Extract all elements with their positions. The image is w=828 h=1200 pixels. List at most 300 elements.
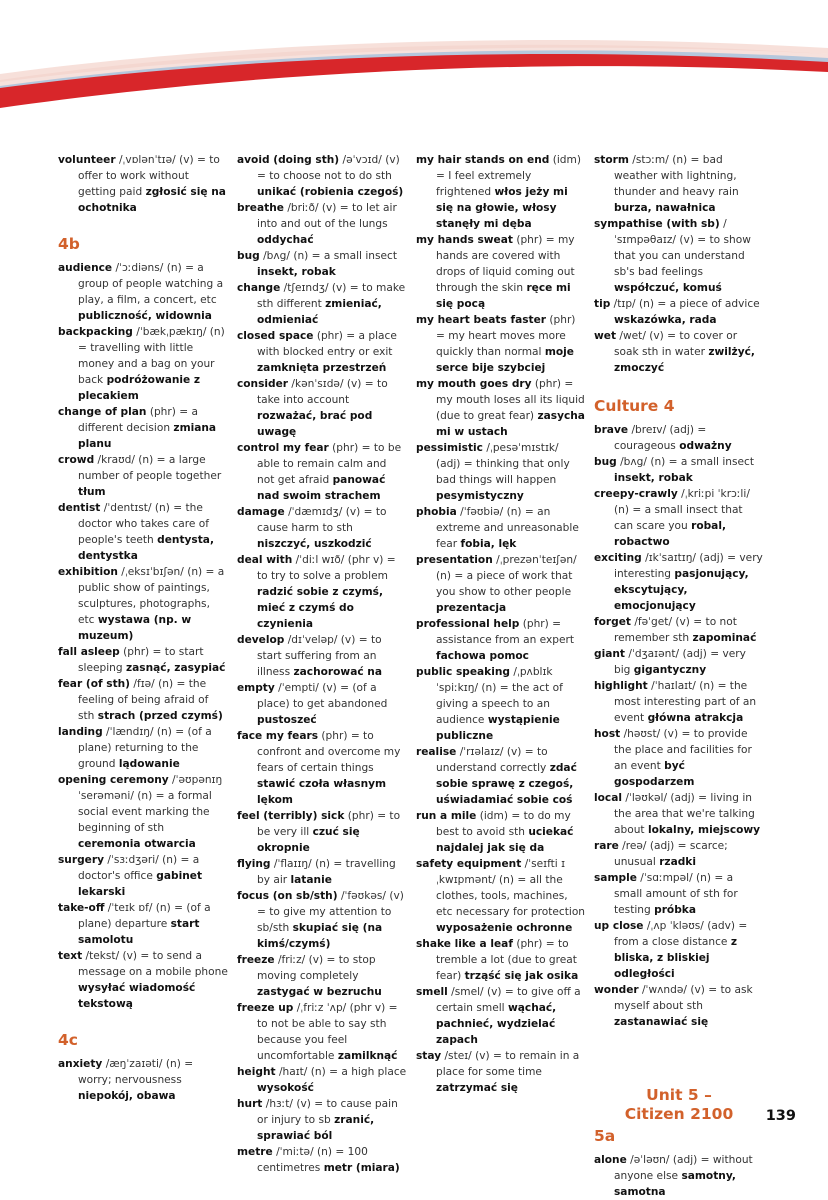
entry-translation: próbka — [654, 904, 696, 916]
section-heading: Culture 4 — [594, 397, 675, 415]
entry-definition: (adv) = from a close distance — [614, 920, 748, 948]
entry-phonetic: /tʃeɪndʒ/ — [283, 282, 329, 294]
glossary-entry — [594, 1152, 764, 1200]
entry-phonetic: /smel/ — [451, 986, 484, 998]
entry-translation: skupiać się (na kimś/czymś) — [257, 922, 383, 950]
entry-headword: wet — [594, 330, 617, 342]
entry-headword: take-off — [58, 902, 105, 914]
entry-definition: (n) = a doctor's office — [78, 854, 200, 882]
entry-phonetic: /tɪp/ — [613, 298, 636, 310]
entry-phonetic: /tekst/ — [85, 950, 120, 962]
entry-definition: (adj) = without anyone else — [614, 1154, 753, 1182]
entry-phonetic: /breɪv/ — [631, 424, 667, 436]
entry-phonetic: /æŋˈzaɪəti/ — [105, 1058, 163, 1070]
entry-translation: panować nad swoim strachem — [257, 474, 386, 502]
entry-definition: (v) = to give off a certain smell — [436, 986, 581, 1014]
entry-definition: (adj) = very interesting — [614, 552, 763, 580]
entry-headword: my heart beats faster — [416, 314, 546, 326]
entry-phonetic: /ˈlændɪŋ/ — [106, 726, 154, 738]
entry-definition: (v) = to make sth different — [257, 282, 406, 310]
glossary-entry — [237, 1096, 407, 1144]
glossary-entry — [58, 724, 228, 772]
entry-phonetic: /dɪˈveləp/ — [287, 634, 338, 646]
entry-translation: metr (miara) — [323, 1162, 400, 1174]
entry-translation: unikać (robienia czegoś) — [257, 186, 404, 198]
glossary-entry — [416, 1048, 586, 1096]
entry-headword: run a mile — [416, 810, 477, 822]
entry-definition: (n) = (of a plane) departure — [78, 902, 211, 930]
entry-phonetic: /ˌpʌblɪk ˈspiːkɪŋ/ — [436, 666, 553, 694]
entry-translation: lądowanie — [118, 758, 180, 770]
entry-definition: (phr v) = to not be able to say sth because you feel uncomfortable — [257, 1002, 398, 1062]
entry-definition: (adj) = living in the area that we're talking about — [614, 792, 755, 836]
entry-definition: (n) = (of a plane) returning to the ground — [78, 726, 212, 770]
entry-translation: ręce mi się pocą — [436, 282, 571, 310]
entry-headword: presentation — [416, 554, 493, 566]
entry-definition: (n) = all the clothes, tools, machines, etc necessary for protection — [436, 874, 586, 918]
entry-translation: dentysta, dentystka — [78, 534, 214, 562]
glossary-entry — [237, 728, 407, 808]
entry-headword: host — [594, 728, 621, 740]
entry-definition: (n) = a group of people watching a play, a film, a concert, etc — [78, 262, 224, 306]
glossary-entry — [58, 852, 228, 900]
entry-definition: (v) = to start suffering from an illness — [257, 634, 382, 678]
entry-headword: smell — [416, 986, 448, 998]
entry-translation: zdać sobie sprawę z czegoś, uświadamiać sobie coś — [436, 762, 577, 806]
entry-translation: zastanawiać się — [614, 1016, 709, 1028]
entry-definition: (n) = a piece of work that you show to other people — [436, 570, 573, 598]
entry-phonetic: /ˌeksɪˈbɪʃən/ — [121, 566, 184, 578]
entry-translation: zamknięta przestrzeń — [257, 362, 387, 374]
entry-headword: my hair stands on end — [416, 154, 550, 166]
entry-translation: robal, robactwo — [614, 520, 726, 548]
glossary-entry — [237, 376, 407, 440]
entry-definition: (n) = a high place — [310, 1066, 407, 1078]
glossary-column-3 — [416, 152, 586, 1096]
entry-translation: zwilżyć, zmoczyć — [614, 346, 755, 374]
entry-translation: zasycha mi w ustach — [436, 410, 585, 438]
glossary-entry — [58, 324, 228, 404]
glossary-entry — [416, 936, 586, 984]
entry-phonetic: /ˈbækˌpækɪŋ/ — [136, 326, 207, 338]
entry-translation: wysokość — [257, 1082, 314, 1094]
entry-phonetic: /ˈhaɪlaɪt/ — [651, 680, 696, 692]
entry-translation: być gospodarzem — [614, 760, 695, 788]
section-heading: 4c — [58, 1031, 78, 1049]
entry-translation: burza, nawałnica — [614, 202, 716, 214]
entry-definition: (v) = to remain in a place for some time — [436, 1050, 580, 1078]
glossary-entry — [594, 646, 764, 678]
entry-phonetic: /ˌkriːpi ˈkrɔːli/ — [681, 488, 750, 500]
entry-phonetic: /reə/ — [622, 840, 647, 852]
entry-headword: flying — [237, 858, 271, 870]
glossary-entry — [594, 726, 764, 790]
entry-headword: exhibition — [58, 566, 118, 578]
glossary-entry — [416, 312, 586, 376]
entry-headword: landing — [58, 726, 103, 738]
entry-headword: anxiety — [58, 1058, 103, 1070]
glossary-entry — [416, 232, 586, 312]
entry-definition: (phr v) = to try to solve a problem — [257, 554, 396, 582]
entry-translation: wystawa (np. w muzeum) — [78, 614, 192, 642]
entry-headword: rare — [594, 840, 619, 852]
glossary-entry — [416, 616, 586, 664]
glossary-entry — [594, 422, 764, 454]
glossary-entry — [594, 550, 764, 614]
entry-phonetic: /stɔːm/ — [632, 154, 669, 166]
header-banner — [0, 0, 828, 110]
entry-headword: deal with — [237, 554, 293, 566]
glossary-entry — [237, 200, 407, 248]
entry-definition: (v) = to choose not to do sth — [257, 154, 400, 182]
entry-translation: zgłosić się na ochotnika — [78, 186, 226, 214]
entry-translation: podróżowanie z plecakiem — [78, 374, 201, 402]
glossary-entry — [237, 680, 407, 728]
glossary-entry — [416, 808, 586, 856]
entry-phonetic: /bʌg/ — [620, 456, 647, 468]
glossary-entry — [58, 452, 228, 500]
entry-phonetic: /ˈsɑːmpəl/ — [640, 872, 693, 884]
glossary-entry — [594, 296, 764, 328]
entry-translation: zapominać — [692, 632, 757, 644]
glossary-entry — [594, 454, 764, 486]
entry-definition: (phr) = to tremble a lot (due to great fear) — [436, 938, 577, 982]
entry-headword: up close — [594, 920, 644, 932]
entry-definition: (idm) = I feel extremely frightened — [436, 154, 581, 198]
entry-definition: (n) = a large number of people together — [78, 454, 222, 482]
entry-phonetic: /bʌg/ — [263, 250, 290, 262]
entry-headword: audience — [58, 262, 113, 274]
glossary-entry — [58, 644, 228, 676]
entry-headword: damage — [237, 506, 285, 518]
entry-phonetic: /ˈwʌndə/ — [641, 984, 687, 996]
glossary-entry — [237, 280, 407, 328]
entry-headword: opening ceremony — [58, 774, 169, 786]
entry-definition: (phr) = assistance from an expert — [436, 618, 575, 646]
entry-phonetic: /fɪə/ — [133, 678, 155, 690]
entry-headword: professional help — [416, 618, 520, 630]
entry-definition: (phr) = a place with blocked entry or exit — [257, 330, 397, 358]
entry-translation: odważny — [679, 440, 732, 452]
unit-heading — [594, 1086, 764, 1124]
entry-headword: freeze — [237, 954, 275, 966]
entry-definition: (v) = to cause pain or injury to sb — [257, 1098, 398, 1126]
glossary-entry — [58, 948, 228, 1012]
glossary-entry — [594, 982, 764, 1030]
entry-phonetic: /ˈrɪəlaɪz/ — [459, 746, 504, 758]
entry-translation: zranić, sprawiać ból — [257, 1114, 375, 1142]
glossary-columns — [58, 152, 763, 1198]
entry-headword: local — [594, 792, 622, 804]
entry-definition: (idm) = to do my best to avoid sth — [436, 810, 571, 838]
entry-phonetic: /ˈempti/ — [278, 682, 319, 694]
entry-definition: (n) = 100 centimetres — [257, 1146, 368, 1174]
glossary-entry — [416, 152, 586, 232]
glossary-entry — [237, 888, 407, 952]
entry-definition: (n) = a small insect that can scare you — [614, 504, 743, 532]
entry-translation: insekt, robak — [614, 472, 693, 484]
entry-headword: face my fears — [237, 730, 319, 742]
entry-translation: moje serce bije szybciej — [436, 346, 574, 374]
entry-phonetic: /briːð/ — [287, 202, 319, 214]
section-heading: 5a — [594, 1127, 616, 1145]
unit-heading-line-1: Unit 5 – — [646, 1086, 712, 1104]
glossary-entry — [416, 744, 586, 808]
entry-definition: (n) = a small amount of sth for testing — [614, 872, 738, 916]
entry-translation: główna atrakcja — [647, 712, 744, 724]
entry-headword: hurt — [237, 1098, 263, 1110]
section-heading: 4b — [58, 235, 80, 253]
entry-phonetic: /ˈdiːl wɪð/ — [295, 554, 345, 566]
entry-phonetic: /hɜːt/ — [265, 1098, 293, 1110]
entry-headword: stay — [416, 1050, 442, 1062]
entry-translation: niszczyć, uszkodzić — [257, 538, 372, 550]
entry-translation: fobia, lęk — [460, 538, 517, 550]
entry-definition: (v) = to take into account — [257, 378, 388, 406]
entry-headword: volunteer — [58, 154, 116, 166]
entry-phonetic: /həʊst/ — [623, 728, 661, 740]
entry-headword: forget — [594, 616, 631, 628]
entry-phonetic: /friːz/ — [277, 954, 306, 966]
entry-definition: (n) = an extreme and unreasonable fear — [436, 506, 579, 550]
entry-definition: (phr) = a different decision — [78, 406, 198, 434]
entry-definition: (adj) = very big — [614, 648, 746, 676]
entry-phonetic: /ˈfəʊbiə/ — [460, 506, 504, 518]
glossary-entry — [594, 790, 764, 838]
glossary-entry — [416, 376, 586, 440]
entry-phonetic: /haɪt/ — [278, 1066, 308, 1078]
entry-definition: (n) = the act of giving a speech to an audience — [436, 682, 563, 726]
entry-definition: (n) = bad weather with lightning, thunder and heavy rain — [614, 154, 739, 198]
entry-translation: wystąpienie publiczne — [436, 714, 560, 742]
entry-translation: wskazówka, rada — [614, 314, 717, 326]
entry-translation: wysyłać wiadomość tekstową — [78, 982, 196, 1010]
entry-translation: start samolotu — [78, 918, 200, 946]
glossary-entry — [416, 440, 586, 504]
glossary-entry — [594, 838, 764, 870]
entry-phonetic: /kənˈsɪdə/ — [291, 378, 344, 390]
entry-definition: (n) = a small insect — [650, 456, 755, 468]
entry-translation: tłum — [78, 486, 106, 498]
entry-phonetic: /ˌpesəˈmɪstɪk/ — [486, 442, 559, 454]
entry-definition: (v) = to not remember sth — [614, 616, 737, 644]
entry-phonetic: /ˈfəʊkəs/ — [340, 890, 386, 902]
entry-definition: (v) = to ask myself about sth — [614, 984, 753, 1012]
entry-definition: (adj) = courageous — [614, 424, 707, 452]
entry-headword: storm — [594, 154, 629, 166]
glossary-entry — [594, 678, 764, 726]
entry-definition: (phr) = my heart moves more quickly than normal — [436, 314, 576, 358]
entry-definition: (v) = to provide the place and facilities for an event — [614, 728, 752, 772]
entry-translation: rozważać, brać pod uwagę — [257, 410, 373, 438]
entry-headword: safety equipment — [416, 858, 522, 870]
entry-phonetic: /wet/ — [619, 330, 646, 342]
glossary-entry — [237, 440, 407, 504]
entry-translation: radzić sobie z czymś, mieć z czymś do czynienia — [257, 586, 383, 630]
entry-headword: change of plan — [58, 406, 147, 418]
entry-translation: współczuć, komuś — [614, 282, 722, 294]
entry-headword: bug — [594, 456, 617, 468]
entry-headword: brave — [594, 424, 629, 436]
entry-translation: zachorować na — [293, 666, 382, 678]
page-number: 139 — [765, 1108, 796, 1124]
entry-phonetic: /ˈdʒaɪənt/ — [628, 648, 680, 660]
entry-definition: (n) = the most interesting part of an event — [614, 680, 757, 724]
entry-headword: breathe — [237, 202, 284, 214]
glossary-entry — [237, 808, 407, 856]
entry-headword: sample — [594, 872, 637, 884]
entry-headword: dentist — [58, 502, 101, 514]
entry-definition: (n) = a public show of paintings, sculptures, photographs, etc — [78, 566, 225, 626]
entry-phonetic: /ˈdentɪst/ — [103, 502, 152, 514]
glossary-entry — [58, 404, 228, 452]
entry-phonetic: /steɪ/ — [444, 1050, 472, 1062]
glossary-entry — [416, 664, 586, 744]
entry-headword: surgery — [58, 854, 104, 866]
entry-definition: (phr) = to start sleeping — [78, 646, 204, 674]
entry-translation: pesymistyczny — [436, 490, 524, 502]
entry-translation: włos jeży mi się na głowie, włosy stanęły mi dęba — [436, 186, 568, 230]
entry-definition: (v) = (of a place) to get abandoned — [257, 682, 388, 710]
glossary-entry — [237, 328, 407, 376]
entry-definition: (v) = to give my attention to sb/sth — [257, 890, 404, 934]
glossary-entry — [58, 500, 228, 564]
entry-definition: (n) = a formal social event marking the beginning of sth — [78, 790, 212, 834]
entry-phonetic: /ˈflaɪɪŋ/ — [273, 858, 312, 870]
entry-translation: wyposażenie ochronne — [436, 922, 573, 934]
entry-headword: height — [237, 1066, 276, 1078]
glossary-column-2 — [237, 152, 407, 1176]
entry-translation: zastygać w bezruchu — [257, 986, 382, 998]
entry-headword: crowd — [58, 454, 95, 466]
entry-definition: (adj) = scarce; unusual — [614, 840, 728, 868]
entry-translation: samotny, samotna — [614, 1170, 736, 1198]
entry-definition: (adj) = thinking that only bad things will happen — [436, 458, 570, 486]
entry-definition: (phr) = to be able to remain calm and not get afraid — [257, 442, 402, 486]
glossary-entry — [237, 1064, 407, 1096]
glossary-entry — [416, 984, 586, 1048]
entry-headword: my mouth goes dry — [416, 378, 532, 390]
entry-definition: (v) = to stop moving completely — [257, 954, 376, 982]
glossary-entry — [237, 152, 407, 200]
entry-definition: (n) = a small insect — [293, 250, 398, 262]
entry-definition: (n) = a piece of advice — [638, 298, 760, 310]
entry-headword: change — [237, 282, 281, 294]
glossary-entry — [237, 856, 407, 888]
entry-translation: prezentacja — [436, 602, 507, 614]
entry-headword: consider — [237, 378, 289, 390]
entry-headword: feel (terribly) sick — [237, 810, 345, 822]
entry-definition: (phr) = my mouth loses all its liquid (due to great fear) — [436, 378, 585, 422]
glossary-entry — [416, 856, 586, 936]
glossary-entry — [594, 614, 764, 646]
entry-headword: alone — [594, 1154, 627, 1166]
entry-translation: trząść się jak osika — [464, 970, 579, 982]
entry-translation: oddychać — [257, 234, 314, 246]
glossary-column-4 — [594, 152, 764, 1200]
glossary-entry — [594, 216, 764, 296]
entry-definition: (phr) = to be very ill — [257, 810, 401, 838]
entry-headword: text — [58, 950, 83, 962]
entry-definition: (v) = to understand correctly — [436, 746, 548, 774]
glossary-entry — [594, 328, 764, 376]
glossary-entry — [237, 552, 407, 632]
glossary-entry — [594, 152, 764, 216]
entry-definition: (n) = the doctor who takes care of people's teeth — [78, 502, 209, 546]
entry-definition: (v) = to send a message on a mobile phone — [78, 950, 228, 978]
entry-definition: (phr) = to confront and overcome my fears of certain things — [257, 730, 401, 774]
entry-translation: ceremonia otwarcia — [78, 838, 196, 850]
entry-phonetic: /ˈɔːdiəns/ — [115, 262, 164, 274]
glossary-entry — [237, 632, 407, 680]
glossary-entry — [237, 1144, 407, 1176]
entry-headword: freeze up — [237, 1002, 294, 1014]
entry-translation: pustoszeć — [257, 714, 317, 726]
glossary-entry — [58, 564, 228, 644]
entry-phonetic: /kraʊd/ — [97, 454, 135, 466]
entry-phonetic: /ˈsɪmpəθaɪz/ — [614, 218, 727, 246]
glossary-column-1 — [58, 152, 228, 1104]
entry-translation: strach (przed czymś) — [97, 710, 223, 722]
entry-headword: exciting — [594, 552, 642, 564]
glossary-entry — [594, 870, 764, 918]
entry-headword: phobia — [416, 506, 457, 518]
entry-definition: (v) = to let air into and out of the lungs — [257, 202, 397, 230]
glossary-entry — [237, 504, 407, 552]
entry-headword: realise — [416, 746, 457, 758]
entry-definition: (v) = to cover or soak sth in water — [614, 330, 738, 358]
entry-definition: (n) = worry; nervousness — [78, 1058, 194, 1086]
entry-translation: z bliska, z bliskiej odległości — [614, 936, 737, 980]
entry-phonetic: /ˌfriːz ˈʌp/ — [296, 1002, 347, 1014]
entry-headword: wonder — [594, 984, 639, 996]
entry-translation: czuć się okropnie — [257, 826, 360, 854]
entry-headword: pessimistic — [416, 442, 483, 454]
entry-translation: stawić czoła własnym lękom — [257, 778, 387, 806]
entry-headword: metre — [237, 1146, 273, 1158]
entry-headword: creepy-crawly — [594, 488, 678, 500]
entry-definition: (n) = travelling with little money and a bag on your back — [78, 326, 225, 386]
entry-phonetic: /ˈsɜːdʒəri/ — [107, 854, 159, 866]
entry-translation: lokalny, miejscowy — [647, 824, 761, 836]
entry-phonetic: /ˈləʊkəl/ — [625, 792, 668, 804]
entry-translation: zatrzymać się — [436, 1082, 518, 1094]
entry-headword: bug — [237, 250, 260, 262]
entry-headword: sympathise (with sb) — [594, 218, 720, 230]
glossary-entry — [58, 1056, 228, 1104]
glossary-entry — [58, 152, 228, 216]
glossary-entry — [58, 772, 228, 852]
entry-headword: develop — [237, 634, 285, 646]
entry-definition: (n) = the feeling of being afraid of sth — [78, 678, 209, 722]
glossary-entry — [416, 504, 586, 552]
entry-phonetic: /ˈəʊpənɪŋ ˈserəməni/ — [78, 774, 223, 802]
entry-headword: public speaking — [416, 666, 510, 678]
entry-headword: highlight — [594, 680, 648, 692]
entry-translation: zmiana planu — [78, 422, 217, 450]
glossary-entry — [237, 952, 407, 1000]
entry-phonetic: /ˌvɒlənˈtɪə/ — [118, 154, 176, 166]
entry-definition: (phr) = my hands are covered with drops of liquid coming out through the skin — [436, 234, 575, 294]
entry-phonetic: /ˈteɪk ɒf/ — [107, 902, 153, 914]
entry-definition: (n) = travelling by air — [257, 858, 396, 886]
unit-heading-line-2: Citizen 2100 — [624, 1105, 734, 1123]
entry-phonetic: /əˈləʊn/ — [630, 1154, 670, 1166]
entry-phonetic: /ˌprezənˈteɪʃən/ — [496, 554, 577, 566]
entry-translation: zasnąć, zasypiać — [125, 662, 226, 674]
entry-phonetic: /ˈdæmɪdʒ/ — [288, 506, 343, 518]
entry-phonetic: /fəˈget/ — [634, 616, 673, 628]
